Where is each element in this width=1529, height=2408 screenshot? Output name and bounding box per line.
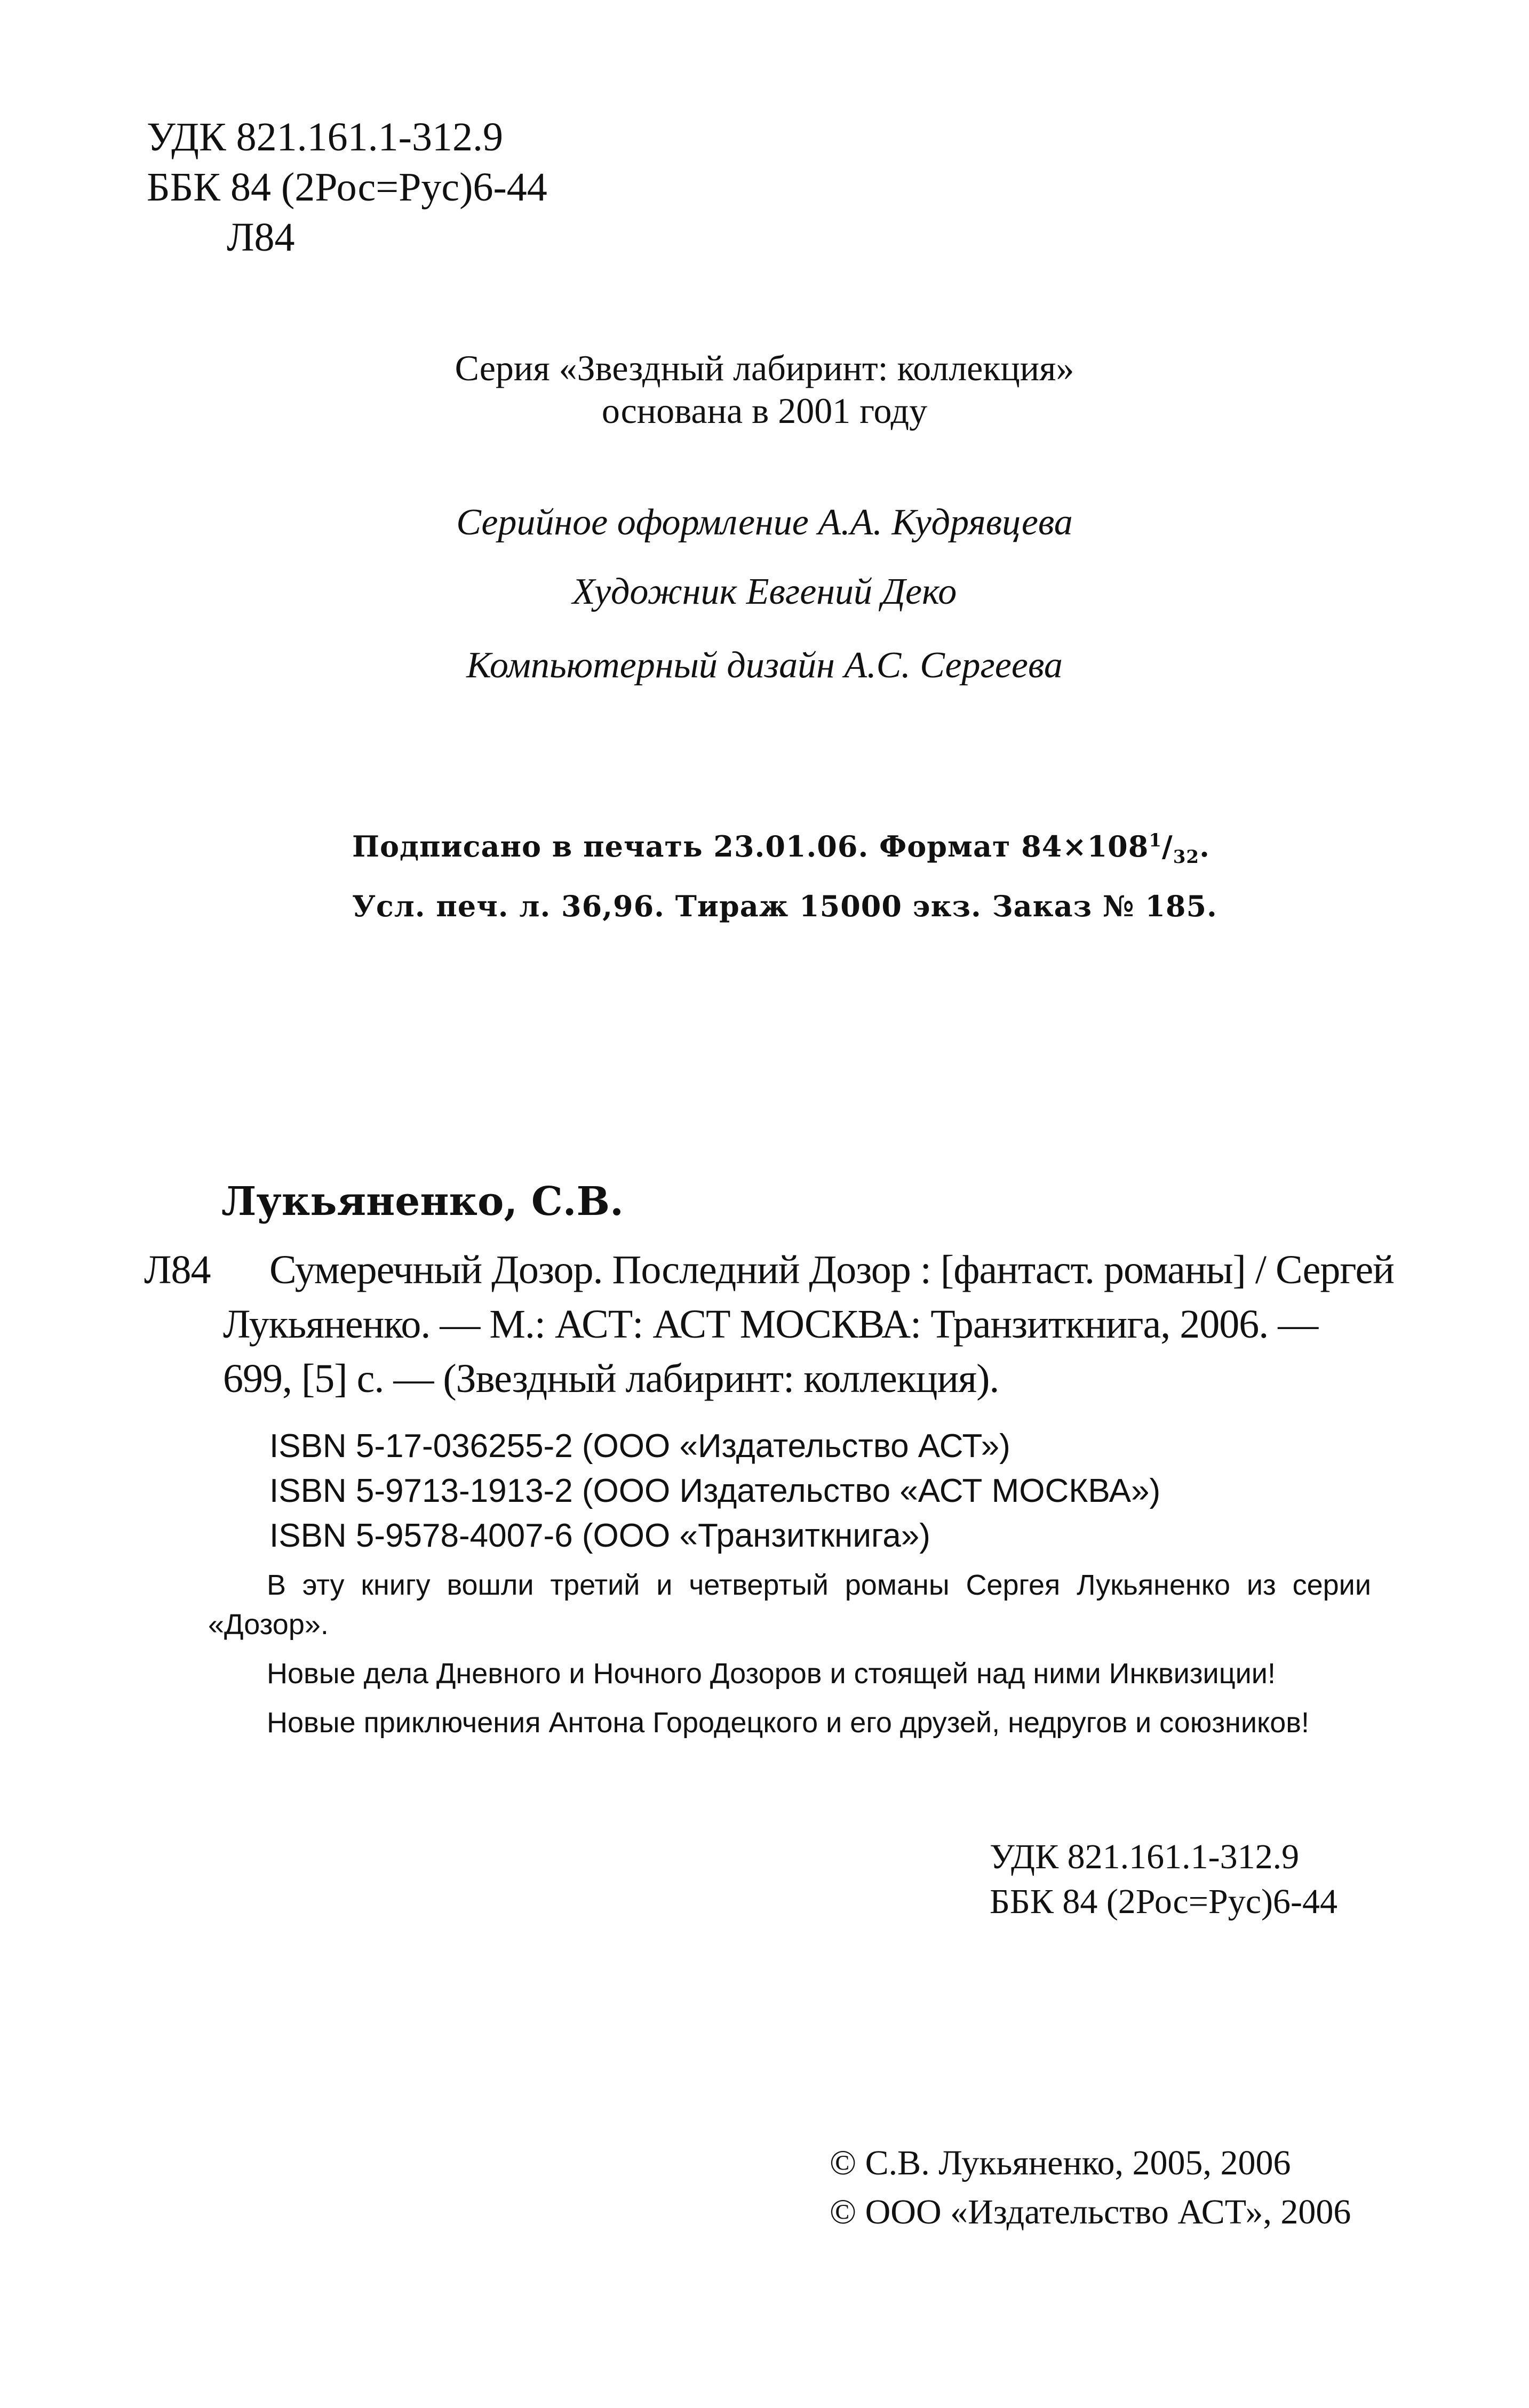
bibliography-line-3: 699, [5] с. — (Звездный лабиринт: коллекция). [223, 1356, 999, 1401]
annotation-paragraph: Новые приключения Антона Городецкого и его друзей, недругов и союзников! [267, 1707, 1309, 1739]
bibliography-line-1: Сумеречный Дозор. Последний Дозор : [фантаст. романы] / Сергей [269, 1247, 1394, 1292]
bibliography-author-mark: Л84 [144, 1247, 211, 1292]
isbn-ast-moskva: ISBN 5-9713-1913-2 (ООО Издательство «АСТ МОСКВА») [269, 1473, 1161, 1509]
series-founded: основана в 2001 году [601, 390, 928, 431]
annotation [208, 1565, 1371, 1742]
author-mark: Л84 [227, 215, 295, 260]
print-line-1 [352, 816, 1217, 882]
bibliography-author: Лукьяненко, С.В. [221, 1179, 624, 1225]
bibliography-line-2: Лукьяненко. — М.: АСТ: АСТ МОСКВА: Транзиткнига, 2006. — [223, 1302, 1318, 1347]
credit-computer-design: Компьютерный дизайн А.С. Сергеева [466, 645, 1063, 686]
print-date-format: Подписано в печать 23.01.06. Формат 84×108 [352, 829, 1149, 863]
series-title: Серия «Звездный лабиринт: коллекция» [455, 348, 1074, 388]
bbk-code-bottom: ББК 84 (2Рос=Рус)6-44 [990, 1882, 1337, 1921]
annotation-paragraph: Новые дела Дневного и Ночного Дозоров и стоящей над ними Инквизиции! [267, 1658, 1276, 1690]
bbk-code: ББК 84 (2Рос=Рус)6-44 [147, 165, 547, 210]
copyright-author: © С.В. Лукьяненко, 2005, 2006 [830, 2143, 1291, 2182]
print-info [352, 816, 1217, 931]
isbn-ast: ISBN 5-17-036255-2 (ООО «Издательство АСТ») [269, 1428, 1010, 1465]
udk-code: УДК 821.161.1-312.9 [147, 115, 503, 159]
udk-top-block [147, 112, 547, 262]
format-fraction-den: 32 [1173, 846, 1200, 868]
annotation-paragraph: В эту книгу вошли третий и четвертый романы Сергея Лукьяненко из серии «Дозор». [208, 1569, 1371, 1641]
print-line-1-end: . [1199, 829, 1210, 863]
format-fraction-num: 1 [1149, 830, 1162, 851]
credit-artist: Художник Евгений Деко [572, 571, 957, 612]
credit-series-design: Серийное оформление А.А. Кудрявцева [456, 502, 1073, 543]
udk-bottom-block [990, 1835, 1337, 1924]
isbn-list [269, 1424, 1160, 1558]
copyright-block [830, 2139, 1351, 2237]
udk-code-bottom: УДК 821.161.1-312.9 [990, 1837, 1300, 1876]
copyright-publisher: © ООО «Издательство АСТ», 2006 [830, 2193, 1351, 2231]
isbn-tranzitkniga: ISBN 5-9578-4007-6 (ООО «Транзиткнига») [269, 1517, 930, 1554]
series-block [311, 347, 1218, 432]
format-fraction-sep: / [1162, 829, 1173, 863]
print-line-2: Усл. печ. л. 36,96. Тираж 15000 экз. Заказ № 185. [352, 889, 1217, 923]
